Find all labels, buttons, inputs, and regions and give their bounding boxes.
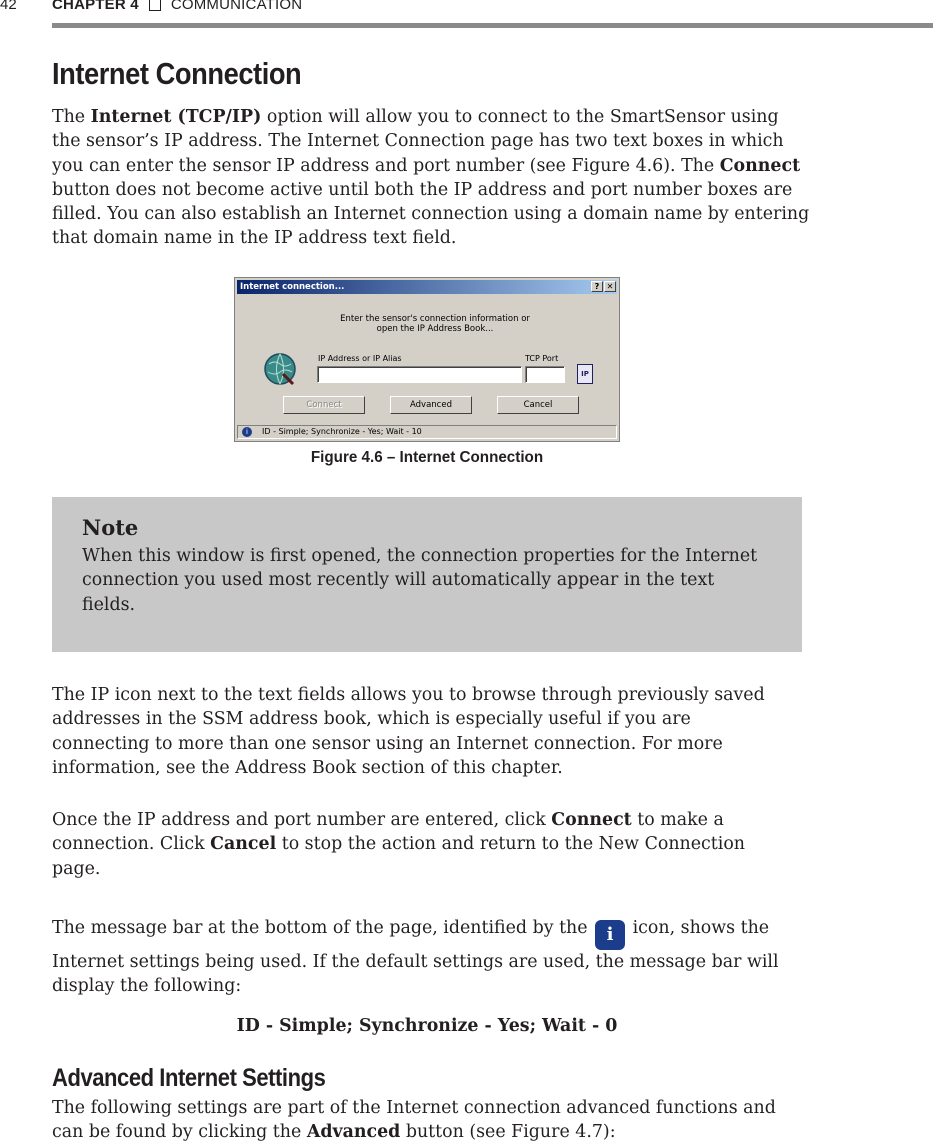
ip-address-input[interactable] [317,366,522,383]
text-run: to make a connection. Click [52,810,724,855]
connect-button[interactable]: Connect [283,396,365,414]
chapter-label: CHAPTER 4 [52,0,139,13]
prompt-line: open the IP Address Book... [376,324,494,334]
note-text: When this window is first opened, the connection properties for the Internet connection you used most recently will automatically appear in the text fields. [82,546,758,615]
note-box [52,497,802,652]
internet-connection-dialog-figure [234,277,620,442]
tcp-port-label: TCP Port [525,354,559,363]
text-run: button (see Figure 4.7): [400,1122,616,1143]
status-bar [237,425,617,439]
info-icon: i [242,427,252,437]
text-run: The message bar at the bottom of the page, identified by the [52,918,594,938]
advanced-button[interactable]: Advanced [390,396,472,414]
section-heading: Advanced Internet Settings [52,1064,326,1092]
figure-caption: Figure 4.6 – Internet Connection [310,449,544,466]
dialog-title: Internet connection... [240,282,345,292]
text-run: to stop the action and return to the New Connection page. [52,834,746,879]
prompt-line: Enter the sensor's connection information or [340,314,530,324]
bold-term: Connect [551,810,632,830]
cancel-button[interactable]: Cancel [497,396,579,414]
text-run: button does not become active until both the IP address and port number boxes are filled. You can also establish an Internet connection using a domain name by entering that domain name in the IP address text field. [52,179,810,249]
running-header [52,0,302,13]
header-rule [52,23,933,28]
advanced-paragraph [52,1096,782,1145]
globe-icon [263,352,297,386]
intro-paragraph [52,105,812,251]
dialog-prompt [295,314,575,334]
bold-term: Internet (TCP/IP) [90,107,262,127]
bold-term: Advanced [306,1122,401,1143]
page-title: Internet Connection [52,56,302,91]
page-number: 42 [0,0,17,13]
ip-address-book-icon[interactable]: IP [577,364,593,384]
default-message-example: ID - Simple; Synchronize - Yes; Wait - 0 [236,1016,618,1036]
note-title: Note [82,515,139,540]
dialog-title-bar [237,280,617,294]
bold-term: Cancel [210,834,277,855]
bold-term: Connect [719,155,801,176]
text-run: The following settings are part of the Internet connection advanced functions and can be found by clicking the [52,1098,776,1143]
tcp-port-input[interactable] [525,366,565,383]
ip-icon-paragraph: The IP icon next to the text fields allows you to browse through previously saved addresses in the SSM address book, which is especially useful if you are connecting to more than one sensor using an Internet connection. For more information, see the Address Book section of this chapter. [52,685,765,778]
help-icon[interactable]: ? [591,281,603,292]
text-run: icon, shows the Internet settings being used. If the default settings are used, the message bar will display the following: [52,918,779,997]
square-bullet-icon [149,0,161,11]
connect-paragraph [52,808,782,881]
close-icon[interactable]: ✕ [604,281,616,292]
status-text: ID - Simple; Synchronize - Yes; Wait - 10 [262,427,422,436]
info-icon: i [595,920,625,950]
text-run: The [52,107,91,127]
text-run: option will allow you to connect to the SmartSensor using the sensor’s IP address. The Internet Connection page has two text boxes in which you can enter the sensor IP address and port number (see Figure 4.6). The [52,107,784,176]
text-run: Once the IP address and port number are entered, click [52,810,552,830]
ip-address-label: IP Address or IP Alias [318,354,402,363]
message-bar-paragraph [52,916,812,999]
section-label: COMMUNICATION [170,0,303,13]
